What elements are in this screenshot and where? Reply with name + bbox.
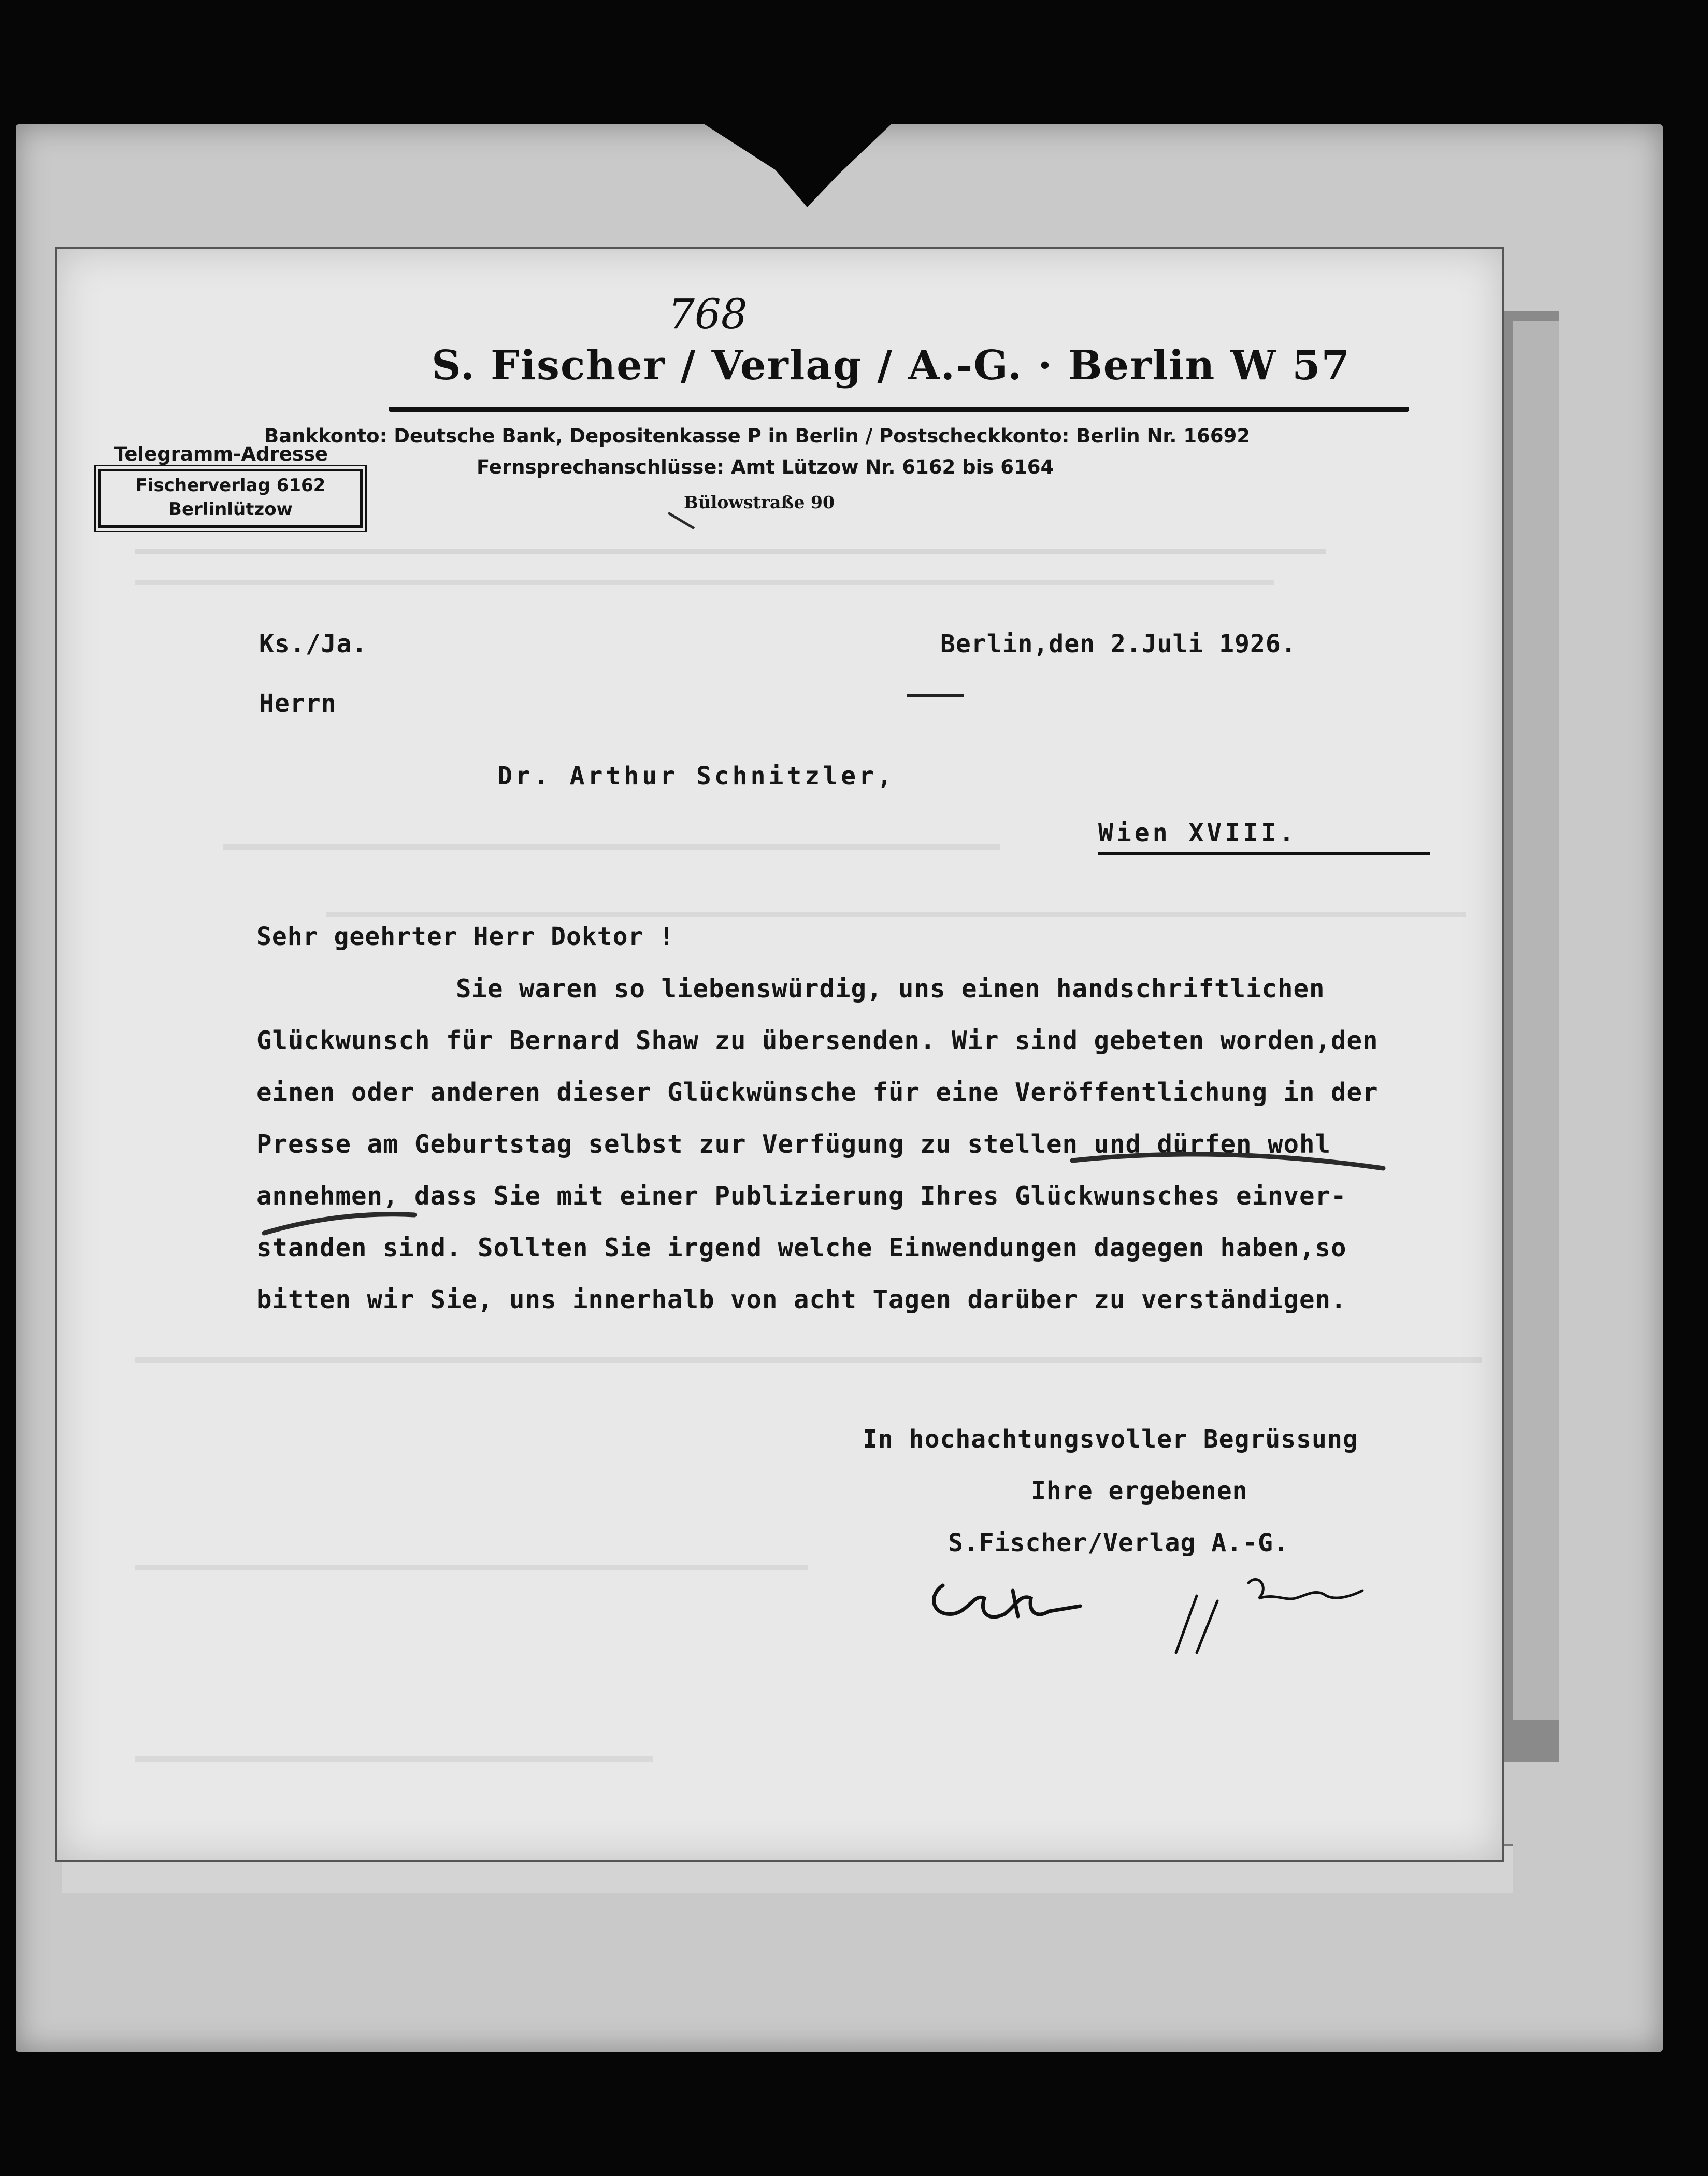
closing-line: S.Fischer/Verlag A.-G. bbox=[948, 1528, 1289, 1557]
closing-line: Ihre ergebenen bbox=[1031, 1477, 1248, 1506]
telegram-line: Fischerverlag 6162 bbox=[135, 475, 326, 496]
salutation: Herrn bbox=[259, 689, 337, 718]
body-line: Presse am Geburtstag selbst zur Verfügung zu stellen und dürfen wohl bbox=[256, 1129, 1331, 1159]
body-line: einen oder anderen dieser Glückwünsche für eine Veröffentlichung in der bbox=[256, 1078, 1379, 1107]
letter-page bbox=[57, 249, 1502, 1860]
body-line: annehmen, dass Sie mit einer Publizierung Ihres Glückwunsches einver- bbox=[256, 1181, 1347, 1211]
recipient-city: Wien XVIII. bbox=[1098, 819, 1297, 848]
pencil-underline bbox=[1072, 1154, 1383, 1168]
telegram-line: Berlinlützow bbox=[168, 499, 293, 520]
recipient-name: Dr. Arthur Schnitzler, bbox=[497, 762, 895, 791]
body-line: standen sind. Sollten Sie irgend welche Einwendungen dagegen haben,so bbox=[256, 1233, 1347, 1263]
telegram-label: Telegramm-Adresse bbox=[114, 443, 328, 465]
reference-code: Ks./Ja. bbox=[259, 629, 368, 658]
signature bbox=[934, 1585, 1080, 1617]
place-date: Berlin,den 2.Juli 1926. bbox=[940, 629, 1297, 658]
stacked-page-edge bbox=[1513, 321, 1559, 1720]
street-address: Bülowstraße 90 bbox=[684, 492, 835, 512]
closing-line: In hochachtungsvoller Begrüssung bbox=[863, 1425, 1358, 1454]
phone-details: Fernsprechanschlüsse: Amt Lützow Nr. 6162 bis 6164 bbox=[477, 456, 1054, 478]
letterhead-title: S. Fischer / Verlag / A.-G. · Berlin W 57 bbox=[432, 342, 1351, 389]
body-line: bitten wir Sie, uns innerhalb von acht Tagen darüber zu verständigen. bbox=[256, 1285, 1347, 1314]
body-line: Glückwunsch für Bernard Shaw zu übersenden. Wir sind gebeten worden,den bbox=[256, 1026, 1379, 1055]
body-line: Sie waren so liebenswürdig, uns einen handschriftlichen bbox=[456, 974, 1325, 1004]
greeting: Sehr geehrter Herr Doktor ! bbox=[256, 922, 675, 951]
pencil-tick bbox=[668, 513, 694, 528]
archive-number: 768 bbox=[668, 290, 748, 338]
bank-details: Bankkonto: Deutsche Bank, Depositenkasse P in Berlin / Postscheckkonto: Berlin Nr. 16692 bbox=[264, 425, 1251, 447]
signature bbox=[1176, 1579, 1362, 1653]
pencil-annotations bbox=[57, 249, 1502, 1860]
pencil-stroke bbox=[264, 1214, 414, 1233]
